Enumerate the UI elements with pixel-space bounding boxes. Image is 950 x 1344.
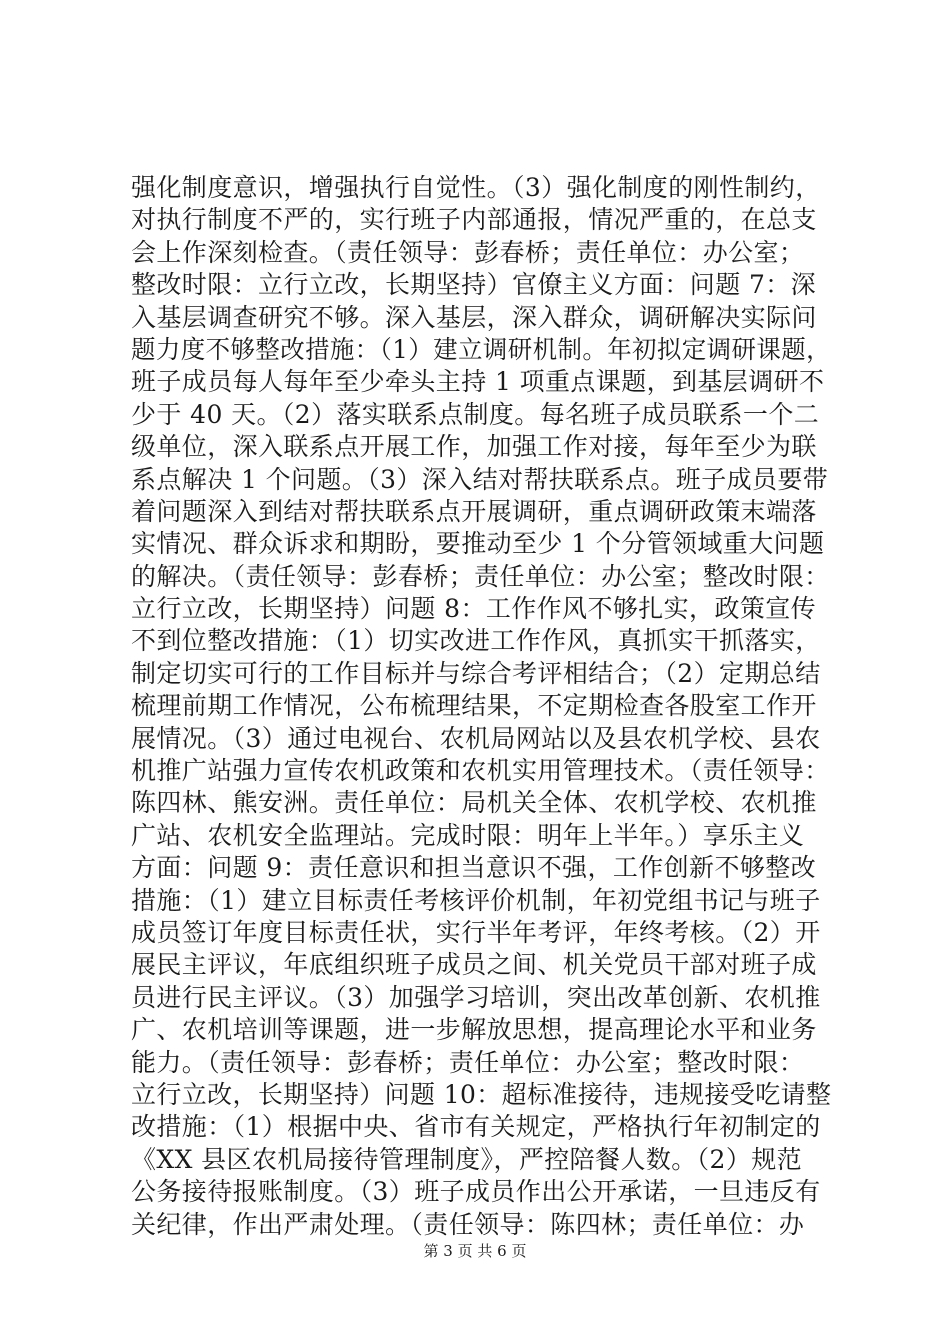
text-line: 制定切实可行的工作目标并与综合考评相结合；（2）定期总结: [131, 658, 821, 688]
text-line: 班子成员每人每年至少牵头主持 1 项重点课题，到基层调研不: [131, 367, 825, 397]
text-line: 着问题深入到结对帮扶联系点开展调研，重点调研政策末端落: [131, 496, 817, 526]
text-line: 机推广站强力宣传农机政策和农机实用管理技术。（责任领导：: [131, 756, 830, 786]
text-line: 强化制度意识，增强执行自觉性。（3）强化制度的刚性制约，: [131, 173, 821, 202]
text-line: 公务接待报账制度。（3）班子成员作出公开承诺，一旦违反有: [131, 1177, 821, 1207]
page-footer: 第 3 页 共 6 页: [423, 1242, 527, 1260]
text-line: 不到位整改措施：（1）切实改进工作作风，真抓实干抓落实，: [131, 626, 821, 656]
text-line: 对执行制度不严的，实行班子内部通报，情况严重的，在总支: [131, 205, 817, 235]
text-line: 的解决。（责任领导：彭春桥；责任单位：办公室；整改时限：: [131, 561, 830, 591]
text-line: 能力。（责任领导：彭春桥；责任单位：办公室；整改时限：: [131, 1047, 805, 1077]
text-line: 会上作深刻检查。（责任领导：彭春桥；责任单位：办公室；: [131, 237, 805, 267]
text-line: 方面：问题 9：责任意识和担当意识不强，工作创新不够整改: [131, 853, 817, 883]
text-line: 展民主评议，年底组织班子成员之间、机关党员干部对班子成: [131, 950, 817, 980]
text-line: 成员签订年度目标责任状，实行半年考评，年终考核。（2）开: [131, 917, 821, 947]
text-line: 展情况。（3）通过电视台、农机局网站以及县农机学校、县农: [131, 723, 821, 753]
text-line: 关纪律，作出严肃处理。（责任领导：陈四林；责任单位：办: [131, 1209, 805, 1239]
text-line: 广站、农机安全监理站。完成时限：明年上半年。）享乐主义: [131, 820, 805, 850]
text-line: 改措施：（1）根据中央、省市有关规定，严格执行年初制定的: [131, 1112, 821, 1142]
text-line: 《XX 县区农机局接待管理制度》，严控陪餐人数。（2）规范: [131, 1144, 803, 1174]
text-line: 立行立改，长期坚持）问题 10：超标准接待，违规接受吃请整: [131, 1079, 832, 1109]
text-line: 措施：（1）建立目标责任考核评价机制，年初党组书记与班子: [131, 885, 821, 915]
text-line: 员进行民主评议。（3）加强学习培训，突出改革创新、农机推: [131, 982, 821, 1012]
text-line: 系点解决 1 个问题。（3）深入结对帮扶联系点。班子成员要带: [131, 464, 829, 494]
text-line: 入基层调查研究不够。深入基层，深入群众，调研解决实际问: [131, 302, 817, 332]
text-line: 梳理前期工作情况，公布梳理结果，不定期检查各股室工作开: [131, 691, 817, 721]
text-line: 实情况、群众诉求和期盼，要推动至少 1 个分管领域重大问题: [131, 529, 825, 559]
text-line: 级单位，深入联系点开展工作，加强工作对接，每年至少为联: [131, 432, 817, 462]
text-line: 陈四林、熊安洲。责任单位：局机关全体、农机学校、农机推: [131, 788, 817, 818]
text-line: 整改时限：立行立改，长期坚持）官僚主义方面：问题 7：深: [131, 270, 817, 300]
text-line: 少于 40 天。（2）落实联系点制度。每名班子成员联系一个二: [131, 399, 820, 429]
text-line: 立行立改，长期坚持）问题 8：工作作风不够扎实，政策宣传: [131, 594, 817, 624]
body-text: [131, 172, 831, 1241]
text-line: 广、农机培训等课题，进一步解放思想，提高理论水平和业务: [131, 1015, 817, 1045]
text-line: 题力度不够整改措施：（1）建立调研机制。年初拟定调研课题，: [131, 334, 832, 364]
